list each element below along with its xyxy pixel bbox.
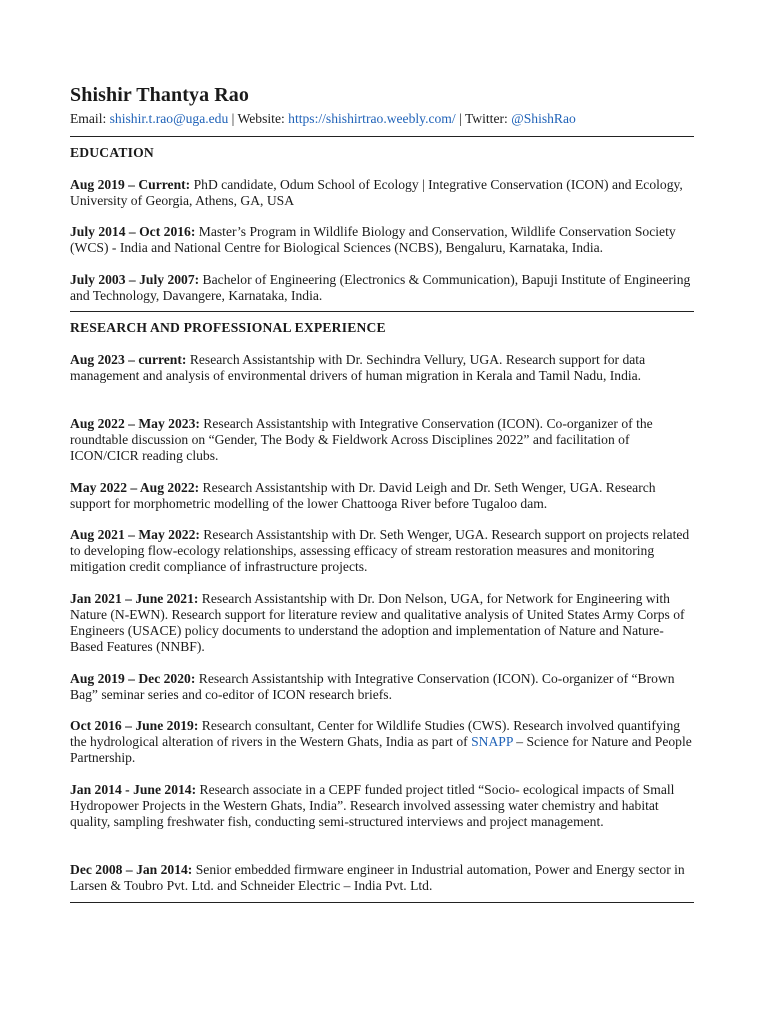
experience-heading: RESEARCH AND PROFESSIONAL EXPERIENCE <box>70 320 386 335</box>
education-entry <box>70 224 694 256</box>
website-label: | Website: <box>228 111 289 126</box>
entry-date: Jan 2021 – June 2021: <box>70 591 199 606</box>
entry-date: Aug 2019 – Dec 2020: <box>70 671 196 686</box>
entry-date: Oct 2016 – June 2019: <box>70 718 199 733</box>
website-link[interactable]: https://shishirtrao.weebly.com/ <box>288 111 456 126</box>
education-heading: EDUCATION <box>70 145 154 160</box>
experience-entry <box>70 862 694 894</box>
entry-text: Research Assistantship with Dr. Seth Wenger, UGA. Research support on projects related to developing flow-ecology relationships, assessing efficacy of stream restoration measures and monitoring mitigation credit compliance of infrastructure projects. <box>70 527 690 574</box>
twitter-link[interactable]: @ShishRao <box>511 111 576 126</box>
entry-date: July 2003 – July 2007: <box>70 272 200 287</box>
experience-entry <box>70 527 694 575</box>
experience-entry <box>70 782 694 830</box>
education-entry <box>70 272 694 304</box>
entry-text: Research Assistantship with Dr. Don Nelson, UGA, for Network for Engineering with Nature (N-EWN). Research support for literature review and qualitative analysis of United States Army Corps of Engineers (USACE) policy documents to understand the adoption and implementation of Nature and Nature-Based Features (NNBF). <box>70 591 685 654</box>
experience-entry <box>70 671 694 703</box>
entry-text: Bachelor of Engineering (Electronics & Communication), Bapuji Institute of Engineering and Technology, Davangere, Karnataka, India. <box>70 272 691 303</box>
entry-date: Aug 2022 – May 2023: <box>70 416 200 431</box>
entry-text: Research Assistantship with Integrative Conservation (ICON). Co-organizer of the roundtable discussion on “Gender, The Body & Fieldwork Across Disciplines 2022” and facilitation of ICON/CICR reading clubs. <box>70 416 653 463</box>
candidate-name: Shishir Thantya Rao <box>70 84 250 106</box>
experience-entry <box>70 718 694 766</box>
snapp-link[interactable]: SNAPP <box>471 734 513 749</box>
experience-entry <box>70 416 694 464</box>
divider <box>70 136 694 137</box>
entry-date: Aug 2019 – Current: <box>70 177 191 192</box>
experience-entry <box>70 591 694 655</box>
entry-date: July 2014 – Oct 2016: <box>70 224 196 239</box>
twitter-label: | Twitter: <box>455 111 512 126</box>
entry-text: Research Assistantship with Integrative Conservation (ICON). Co-organizer of “Brown Bag” seminar series and co-editor of ICON research briefs. <box>70 671 675 702</box>
entry-text: Senior embedded firmware engineer in Industrial automation, Power and Energy sector in Larsen & Toubro Pvt. Ltd. and Schneider Electric – India Pvt. Ltd. <box>70 862 685 893</box>
entry-text: PhD candidate, Odum School of Ecology | Integrative Conservation (ICON) and Ecology, University of Georgia, Athens, GA, USA <box>70 177 683 208</box>
email-label: Email: <box>70 111 110 126</box>
entry-text-continued: – Science for Nature and People Partnership. <box>70 734 692 765</box>
divider <box>70 311 694 312</box>
entry-date: Dec 2008 – Jan 2014: <box>70 862 193 877</box>
entry-text: Research consultant, Center for Wildlife Studies (CWS). Research involved quantifying the hydrological alteration of rivers in the Western Ghats, India as part of <box>70 718 681 749</box>
entry-text: Research Assistantship with Dr. David Leigh and Dr. Seth Wenger, UGA. Research support for morphometric modelling of the lower Chattooga River before Tugaloo dam. <box>70 480 656 511</box>
experience-entry <box>70 352 694 384</box>
entry-text: Research Assistantship with Dr. Sechindra Vellury, UGA. Research support for data management and analysis of environmental drivers of human migration in Kerala and Tamil Nadu, India. <box>70 352 646 383</box>
entry-date: Jan 2014 - June 2014: <box>70 782 197 797</box>
entry-text: Research associate in a CEPF funded project titled “Socio- ecological impacts of Small Hydropower Projects in the Western Ghats, India”. Research involved assessing water chemistry and habitat quality, sampling freshwater fish, conducting semi-structured interviews and project management. <box>70 782 675 829</box>
entry-date: Aug 2021 – May 2022: <box>70 527 200 542</box>
experience-entry <box>70 480 694 512</box>
divider <box>70 902 694 903</box>
entry-text: Master’s Program in Wildlife Biology and Conservation, Wildlife Conservation Society (WCS) - India and National Centre for Biological Sciences (NCBS), Bengaluru, Karnataka, India. <box>70 224 676 255</box>
entry-date: May 2022 – Aug 2022: <box>70 480 200 495</box>
email-link[interactable]: shishir.t.rao@uga.edu <box>109 111 229 126</box>
education-entry <box>70 177 694 209</box>
contact-line <box>70 111 576 127</box>
entry-date: Aug 2023 – current: <box>70 352 187 367</box>
